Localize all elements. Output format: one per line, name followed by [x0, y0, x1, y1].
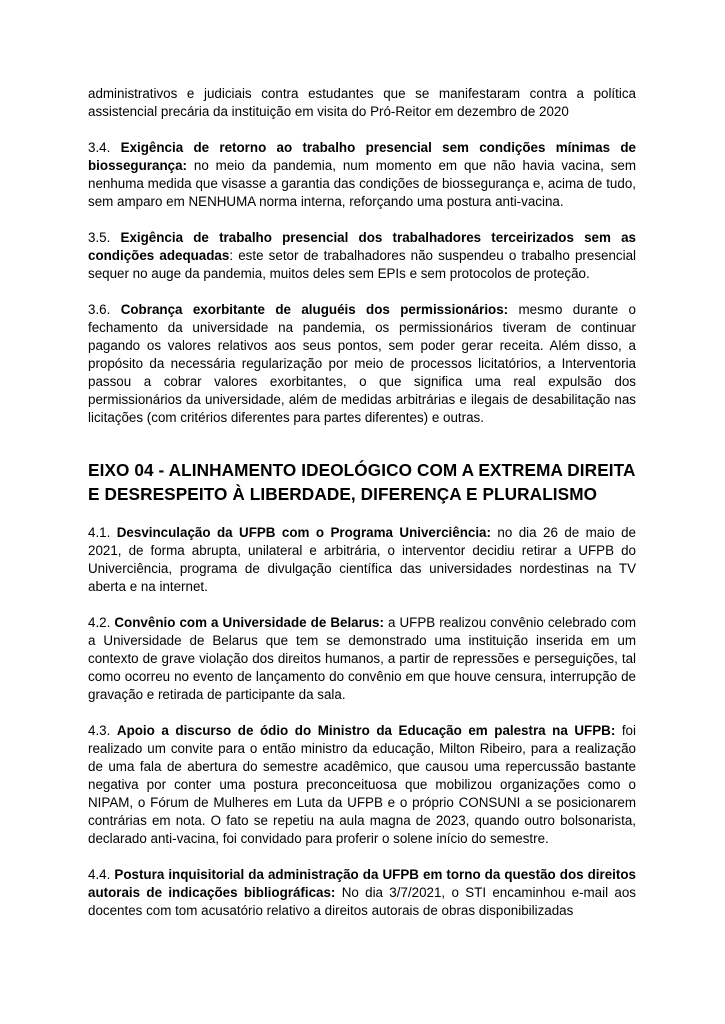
paragraph-3-4 — [88, 139, 636, 211]
paragraph-body: no dia 26 de maio de 2021, de forma abrupta, unilateral e arbitrária, o interventor decidiu retirar a UFPB do Univerciência, programa de divulgação científica das universidades nordestinas na TV aberta e na internet. — [88, 525, 637, 594]
paragraph-4-3 — [88, 722, 636, 848]
paragraph-lead: Convênio com a Universidade de Belarus: — [114, 615, 384, 630]
paragraph-body: no meio da pandemia, num momento em que não havia vacina, sem nenhuma medida que visasse a garantia das condições de biossegurança e, acima de tudo, sem amparo em NENHUMA norma interna, reforçando uma postura anti-vacina. — [88, 158, 636, 209]
paragraph-number: 3.5. — [88, 230, 121, 245]
paragraph-3-3-continuation — [88, 85, 636, 121]
section-title-eixo-04: EIXO 04 - ALINHAMENTO IDEOLÓGICO COM A EXTREMA DIREITA E DESRESPEITO À LIBERDADE, DIFERENÇA E PLURALISMO — [88, 460, 635, 504]
paragraph-body: No dia 3/7/2021, o STI encaminhou e-mail aos docentes com tom acusatório relativo a direitos autorais de obras disponibilizadas — [88, 885, 636, 918]
paragraph-3-5 — [88, 229, 636, 283]
paragraph-number: 4.3. — [88, 723, 117, 738]
paragraph-number: 3.6. — [88, 302, 121, 317]
paragraph-number: 3.4. — [88, 140, 121, 155]
paragraph-4-2 — [88, 614, 636, 704]
paragraph-lead: Apoio a discurso de ódio do Ministro da Educação em palestra na UFPB: — [116, 723, 616, 738]
paragraph-4-4 — [88, 866, 636, 920]
paragraph-lead: Exigência de trabalho presencial dos trabalhadores terceirizados sem as condições adequadas — [88, 230, 636, 263]
paragraph-body: administrativos e judiciais contra estudantes que se manifestaram contra a política assistencial precária da instituição em visita do Pró-Reitor em dezembro de 2020 — [88, 86, 636, 119]
paragraph-number: 4.4. — [88, 867, 115, 882]
paragraph-number: 4.2. — [88, 615, 115, 630]
paragraph-body: a UFPB realizou convênio celebrado com a Universidade de Belarus que tem se demonstrado uma instituição inserida em um contexto de grave violação dos direitos humanos, a partir de repressões e perseguições, tal como ocorreu no evento de lançamento do convênio em que houve censura, interrupção de gravação e retirada de participante da sala. — [88, 615, 636, 702]
paragraph-body: : este setor de trabalhadores não suspendeu o trabalho presencial sequer no auge da pandemia, muitos deles sem EPIs e sem protocolos de proteção. — [88, 248, 636, 281]
document-page — [88, 85, 636, 938]
paragraph-lead: Postura inquisitorial da administração da UFPB em torno da questão dos direitos autorais de indicações bibliográficas: — [88, 867, 636, 900]
paragraph-lead: Exigência de retorno ao trabalho presencial sem condições mínimas de biossegurança: — [88, 140, 636, 173]
paragraph-4-1 — [88, 524, 636, 596]
paragraph-lead: Cobrança exorbitante de aluguéis dos permissionários: — [120, 302, 509, 317]
paragraph-number: 4.1. — [88, 525, 117, 540]
paragraph-3-6 — [88, 301, 636, 427]
paragraph-body: mesmo durante o fechamento da universidade na pandemia, os permissionários tiveram de continuar pagando os valores relativos aos seus pontos, sem poder gerar receita. Além disso, a propósito da necessária regularização por meio de processos licitatórios, a Interventoria passou a cobrar valores exorbitantes, o que significa uma real expulsão dos permissionários da universidade, além de medidas arbitrárias e ilegais de desabilitação nas licitações (com critérios diferentes para partes diferentes) e outras. — [88, 302, 636, 425]
paragraph-body: foi realizado um convite para o então ministro da educação, Milton Ribeiro, para a realização de uma fala de abertura do semestre acadêmico, que causou uma repercussão bastante negativa por conter uma postura preconceituosa que mobilizou organizações como o NIPAM, o Fórum de Mulheres em Luta da UFPB e o próprio CONSUNI a se posicionarem contrárias em nota. O fato se repetiu na aula magna de 2023, quando outro bolsonarista, declarado anti-vacina, foi convidado para proferir o solene início do semestre. — [88, 723, 636, 846]
paragraph-lead: Desvinculação da UFPB com o Programa Univerciência: — [116, 525, 491, 540]
